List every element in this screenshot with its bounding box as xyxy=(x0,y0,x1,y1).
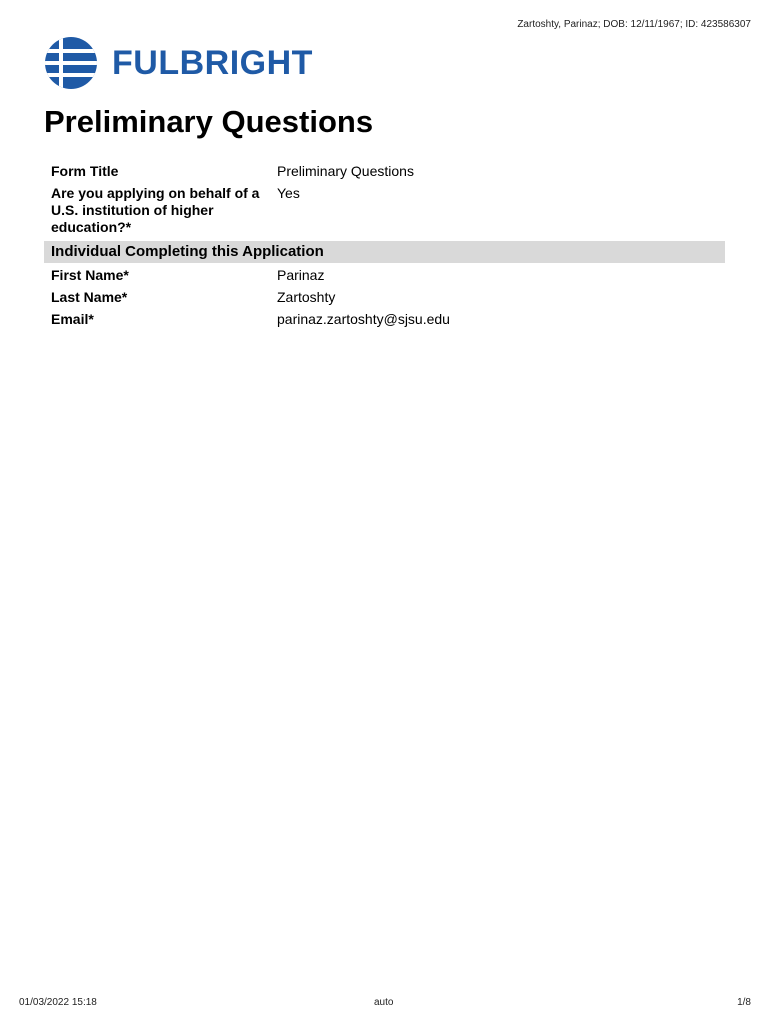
applicant-meta: Zartoshty, Parinaz; DOB: 12/11/1967; ID: 423586307 xyxy=(517,19,751,30)
page-title: Preliminary Questions xyxy=(44,104,374,139)
field-label: Form Title xyxy=(51,163,119,179)
page-number: 1/8 xyxy=(737,997,751,1008)
field-row-form-title xyxy=(44,163,725,180)
field-label: Last Name* xyxy=(51,289,128,305)
fulbright-logo xyxy=(44,36,313,90)
field-row-institution xyxy=(44,185,725,236)
field-value: Yes xyxy=(277,185,300,201)
brand-name: FULBRIGHT xyxy=(112,44,313,82)
field-label: Email* xyxy=(51,311,94,327)
globe-logo-icon xyxy=(44,36,98,90)
form-content xyxy=(44,163,725,333)
field-value: Preliminary Questions xyxy=(277,163,414,179)
section-header: Individual Completing this Application xyxy=(44,241,725,263)
field-value: Parinaz xyxy=(277,267,325,283)
footer-timestamp: 01/03/2022 15:18 xyxy=(19,997,97,1008)
field-value: parinaz.zartoshty@sjsu.edu xyxy=(277,311,450,327)
footer-center-text: auto xyxy=(374,997,394,1008)
field-value: Zartoshty xyxy=(277,289,336,305)
field-row-email xyxy=(44,311,725,328)
field-label: Are you applying on behalf of a U.S. institution of higher education?* xyxy=(51,185,260,235)
field-row-first-name xyxy=(44,267,725,284)
field-row-last-name xyxy=(44,289,725,306)
field-label: First Name* xyxy=(51,267,129,283)
